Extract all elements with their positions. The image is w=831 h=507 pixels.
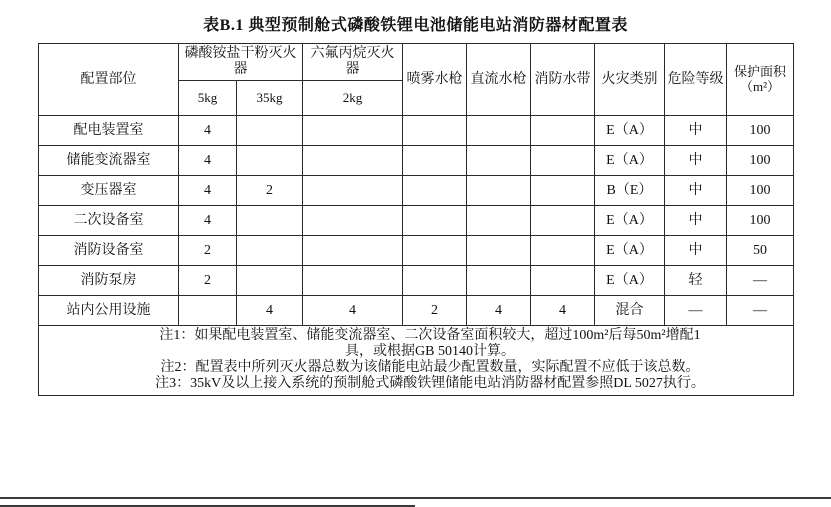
header-sub-2kg: 2kg: [303, 81, 403, 116]
header-sub-35kg: 35kg: [237, 81, 303, 116]
table-header: [39, 44, 794, 116]
cell-dp5: 4: [179, 206, 237, 236]
cell-dp5: 4: [179, 116, 237, 146]
header-sub-5kg: 5kg: [179, 81, 237, 116]
header-direct-gun: 直流水枪: [467, 44, 531, 116]
cell-dp35: [237, 116, 303, 146]
cell-dp35: [237, 146, 303, 176]
cell-hose: [531, 176, 595, 206]
cell-risk: 中: [665, 116, 727, 146]
cell-hose: 4: [531, 296, 595, 326]
cell-area: —: [727, 296, 794, 326]
cell-direct: 4: [467, 296, 531, 326]
cell-position: 储能变流器室: [39, 146, 179, 176]
table-header-row-1: [39, 44, 794, 81]
table-row: [39, 206, 794, 236]
cell-area: —: [727, 266, 794, 296]
cell-risk: 轻: [665, 266, 727, 296]
cell-fire-type: E（A）: [595, 266, 665, 296]
cell-direct: [467, 266, 531, 296]
table-row: [39, 146, 794, 176]
cell-dp35: [237, 266, 303, 296]
cell-area: 100: [727, 146, 794, 176]
cell-spray: [403, 236, 467, 266]
cell-direct: [467, 176, 531, 206]
cell-position: 消防设备室: [39, 236, 179, 266]
table-title: 表B.1 典型预制舱式磷酸铁锂电池储能电站消防器材配置表: [203, 17, 628, 34]
cell-dp35: [237, 206, 303, 236]
cell-spray: [403, 146, 467, 176]
cell-dp35: [237, 236, 303, 266]
cell-hose: [531, 146, 595, 176]
cell-hfp2: [303, 176, 403, 206]
table-row: [39, 176, 794, 206]
cell-dp35: 4: [237, 296, 303, 326]
cell-hfp2: [303, 146, 403, 176]
cell-hfp2: [303, 236, 403, 266]
cell-risk: 中: [665, 146, 727, 176]
footer-divider: [0, 497, 831, 499]
cell-dp5: 4: [179, 146, 237, 176]
cell-hose: [531, 266, 595, 296]
header-position: 配置部位: [39, 44, 179, 116]
cell-dp5: [179, 296, 237, 326]
cell-fire-type: E（A）: [595, 116, 665, 146]
cell-risk: 中: [665, 176, 727, 206]
table-notes-row: [39, 326, 794, 395]
cell-spray: [403, 266, 467, 296]
cell-direct: [467, 146, 531, 176]
cell-risk: 中: [665, 206, 727, 236]
cell-fire-type: E（A）: [595, 206, 665, 236]
cell-position: 变压器室: [39, 176, 179, 206]
header-risk-level: 危险等级: [665, 44, 727, 116]
cell-position: 消防泵房: [39, 266, 179, 296]
header-fire-type: 火灾类别: [595, 44, 665, 116]
note-line: 注3：35kV及以上接入系统的预制舱式磷酸铁锂储能电站消防器材配置参照DL 5027执行。: [155, 376, 705, 392]
cell-area: 100: [727, 206, 794, 236]
cell-dp5: 4: [179, 176, 237, 206]
cell-spray: [403, 176, 467, 206]
table-body: [39, 116, 794, 395]
cell-direct: [467, 236, 531, 266]
cell-direct: [467, 206, 531, 236]
table-row: [39, 236, 794, 266]
table-row: [39, 116, 794, 146]
cell-fire-type: E（A）: [595, 236, 665, 266]
cell-fire-type: E（A）: [595, 146, 665, 176]
table-notes: [39, 326, 794, 395]
cell-spray: 2: [403, 296, 467, 326]
cell-hose: [531, 206, 595, 236]
cell-hose: [531, 236, 595, 266]
table-row: [39, 296, 794, 326]
note-line: 注2：配置表中所列灭火器总数为该储能电站最少配置数量，实际配置不应低于该总数。: [160, 360, 700, 376]
note-line: 注1：如果配电装置室、储能变流器室、二次设备室面积较大，超过100m²后每50m²增配1: [159, 328, 701, 344]
cell-dp5: 2: [179, 236, 237, 266]
cell-dp35: 2: [237, 176, 303, 206]
cell-position: 站内公用设施: [39, 296, 179, 326]
table-container: [38, 43, 793, 396]
note-line: 具，或根据GB 50140计算。: [345, 344, 515, 360]
cell-risk: —: [665, 296, 727, 326]
cell-dp5: 2: [179, 266, 237, 296]
header-fire-hose: 消防水带: [531, 44, 595, 116]
cell-area: 100: [727, 116, 794, 146]
cell-hfp2: [303, 116, 403, 146]
cell-hfp2: 4: [303, 296, 403, 326]
cell-fire-type: B（E）: [595, 176, 665, 206]
header-hexafluoropropane: 六氟丙烷灭火器: [303, 44, 403, 81]
table-row: [39, 266, 794, 296]
cell-risk: 中: [665, 236, 727, 266]
cell-position: 配电装置室: [39, 116, 179, 146]
fire-equipment-table: [38, 43, 794, 396]
cell-spray: [403, 206, 467, 236]
cell-position: 二次设备室: [39, 206, 179, 236]
cell-hfp2: [303, 206, 403, 236]
cell-spray: [403, 116, 467, 146]
header-dry-powder: 磷酸铵盐干粉灭火器: [179, 44, 303, 81]
cell-fire-type: 混合: [595, 296, 665, 326]
cell-direct: [467, 116, 531, 146]
cell-area: 50: [727, 236, 794, 266]
header-spray-gun: 喷雾水枪: [403, 44, 467, 116]
cell-hfp2: [303, 266, 403, 296]
cell-area: 100: [727, 176, 794, 206]
cell-hose: [531, 116, 595, 146]
header-protect-area: 保护面积（m²）: [727, 44, 794, 116]
